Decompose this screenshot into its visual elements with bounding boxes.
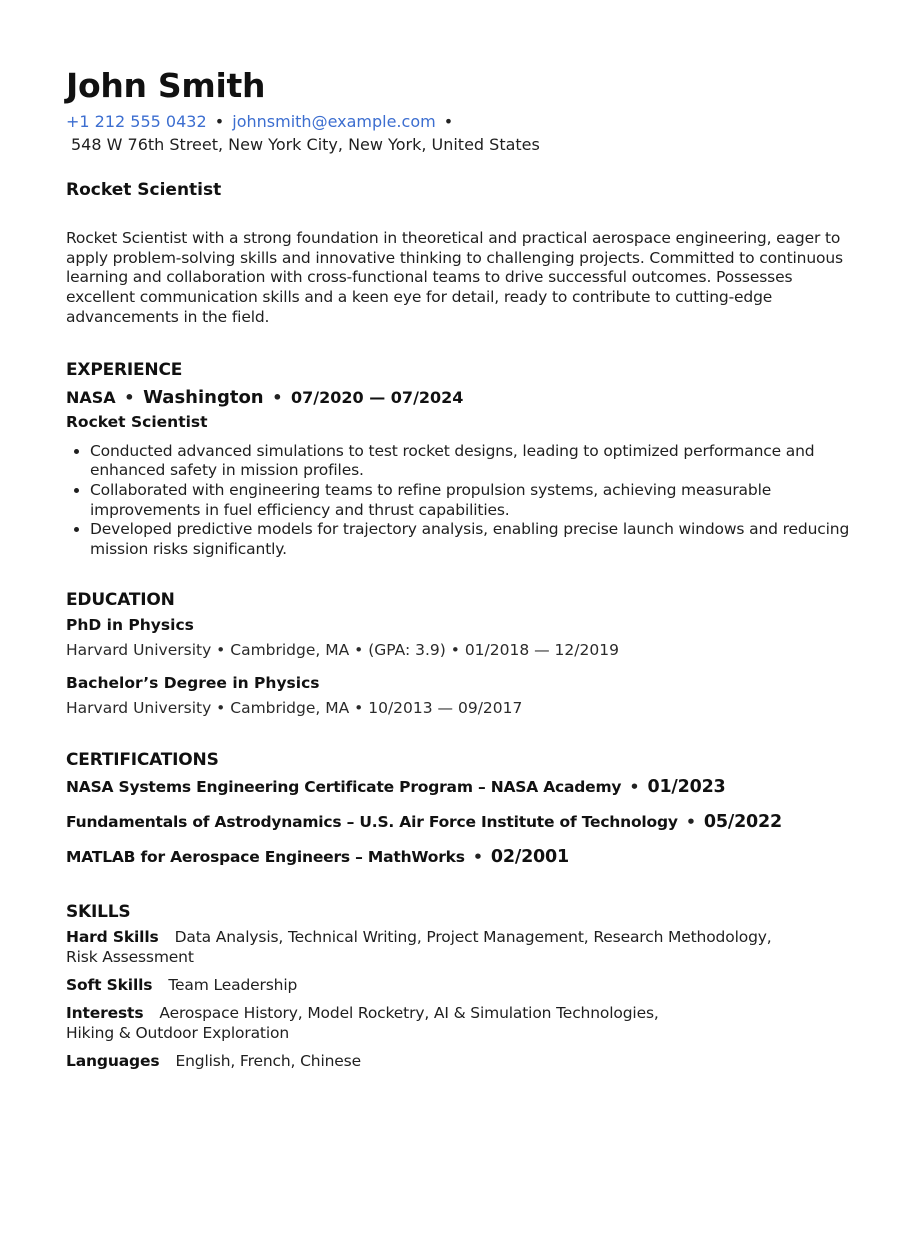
languages-value: English, French, Chinese <box>175 1051 361 1070</box>
contact-line <box>66 110 842 133</box>
certification-item <box>66 810 842 834</box>
interests-row <box>66 1003 842 1043</box>
degree-title: PhD in Physics <box>66 615 194 634</box>
languages-label: Languages <box>66 1051 160 1070</box>
hard-skills-label: Hard Skills <box>66 927 159 946</box>
certification-date: 01/2023 <box>647 776 726 797</box>
list-item: • Conducted advanced simulations to test rocket designs, leading to optimized performance and enhanced safety in mission profiles. <box>90 442 850 481</box>
languages-row <box>66 1051 842 1071</box>
certification-name: NASA Systems Engineering Certificate Program – NASA Academy <box>66 777 622 796</box>
education-detail: Harvard University • Cambridge, MA • (GPA: 3.9) • 01/2018 — 12/2019 <box>66 640 619 659</box>
interests-value: Aerospace History, Model Rocketry, AI & Simulation Technologies, <box>159 1003 659 1022</box>
summary: Rocket Scientist with a strong foundation in theoretical and practical aerospace engineering, eager to apply problem-solving skills and innovative thinking to challenging projects. Committed to continuous learning and collaboration with cross-functional teams to drive successful outcomes. Possesses excellent communication skills and a keen eye for detail, ready to contribute to cutting-edge advancements in the field. <box>66 229 843 326</box>
certification-date: 02/2001 <box>490 846 569 867</box>
separator: • <box>214 112 225 131</box>
phone-link[interactable]: +1 212 555 0432 <box>66 112 207 131</box>
experience-role: Rocket Scientist <box>66 412 208 431</box>
education-heading: EDUCATION <box>66 589 175 610</box>
experience-header <box>66 386 842 410</box>
hard-skills-value-cont: Risk Assessment <box>66 947 194 966</box>
separator: • <box>629 777 640 796</box>
certification-item <box>66 775 842 799</box>
separator: • <box>686 812 696 831</box>
experience-heading: EXPERIENCE <box>66 359 183 380</box>
hard-skills-row <box>66 927 842 967</box>
certification-name: Fundamentals of Astrodynamics – U.S. Air Force Institute of Technology <box>66 812 678 831</box>
separator: • <box>124 387 135 407</box>
certification-date: 05/2022 <box>703 811 782 832</box>
skills-heading: SKILLS <box>66 901 131 922</box>
address: 548 W 76th Street, New York City, New York, United States <box>71 135 540 154</box>
soft-skills-row <box>66 975 842 995</box>
location: Washington <box>143 386 264 408</box>
soft-skills-label: Soft Skills <box>66 975 153 994</box>
education-detail: Harvard University • Cambridge, MA • 10/2013 — 09/2017 <box>66 698 523 717</box>
degree-title: Bachelor’s Degree in Physics <box>66 673 320 692</box>
company: NASA <box>66 387 116 407</box>
certifications-heading: CERTIFICATIONS <box>66 749 219 770</box>
list-item: • Collaborated with engineering teams to refine propulsion systems, achieving measurable improvements in fuel efficiency and thrust capabilities. <box>90 481 850 520</box>
separator: • <box>272 387 283 407</box>
hard-skills-value: Data Analysis, Technical Writing, Project Management, Research Methodology, <box>174 927 772 946</box>
list-item: • Developed predictive models for trajectory analysis, enabling precise launch windows and reducing mission risks significantly. <box>90 520 850 559</box>
certification-item <box>66 845 842 869</box>
separator: • <box>443 112 454 131</box>
experience-bullets <box>66 442 850 560</box>
candidate-name: John Smith <box>66 66 266 105</box>
interests-label: Interests <box>66 1003 144 1022</box>
interests-value-cont: Hiking & Outdoor Exploration <box>66 1023 290 1042</box>
experience-dates: 07/2020 — 07/2024 <box>291 387 464 407</box>
job-title: Rocket Scientist <box>66 180 222 200</box>
certifications-section <box>66 748 842 869</box>
experience-section <box>66 358 850 560</box>
skills-section <box>66 900 842 1071</box>
resume-header <box>66 64 842 156</box>
email-link[interactable]: johnsmith@example.com <box>232 112 436 131</box>
soft-skills-value: Team Leadership <box>168 975 298 994</box>
education-section <box>66 588 842 719</box>
certification-name: MATLAB for Aerospace Engineers – MathWorks <box>66 847 465 866</box>
separator: • <box>473 847 483 866</box>
